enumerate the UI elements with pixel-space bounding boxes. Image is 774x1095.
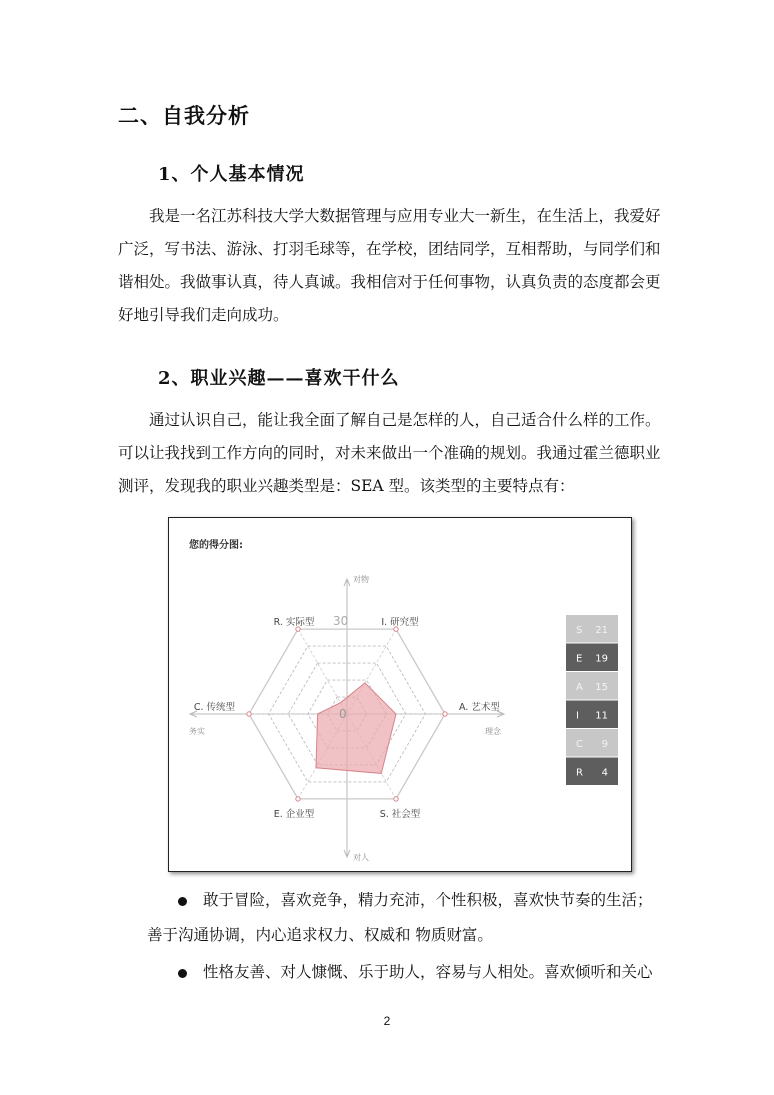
score-table-cell	[566, 672, 618, 700]
score-table-value: 4	[601, 767, 608, 779]
radar-axis-label: E. 企业型	[273, 809, 315, 820]
score-table-code: C	[576, 739, 583, 750]
radar-vertex-marker	[394, 797, 398, 801]
axis-label-right: 理念	[485, 727, 501, 736]
axis-label-bottom: 对人	[353, 853, 369, 862]
scale-label-max: 30	[333, 614, 349, 628]
bullet-dot-icon	[178, 969, 187, 978]
score-table-value: 19	[595, 653, 608, 665]
radar-axis-label: I. 研究型	[381, 617, 419, 628]
paragraph-line: 可以让我找到工作方向的同时，对未来做出一个准确的规划。我通过霍兰德职业	[118, 444, 661, 462]
radar-vertex-marker	[296, 797, 300, 801]
bullet-item	[178, 888, 653, 910]
paragraph-line: 谐相处。我做事认真，待人真诚。我相信对于任何事物，认真负责的态度都会更	[118, 273, 661, 291]
page-number: 2	[383, 1014, 391, 1028]
score-table-code: A	[576, 682, 583, 693]
radar-chart-svg	[169, 518, 631, 871]
score-table-cell	[566, 758, 618, 786]
chart-title: 您的得分图:	[189, 540, 243, 551]
bullet-text: 性格友善、对人慷慨、乐于助人，容易与人相处。喜欢倾听和关心	[203, 963, 653, 981]
subsection-title-basic-info: 1、个人基本情况	[158, 164, 305, 185]
score-table-cell	[566, 644, 618, 672]
radar-axis-label: C. 传统型	[193, 702, 235, 713]
score-table-value: 15	[595, 682, 608, 693]
paragraph-line: 通过认识自己，能让我全面了解自己是怎样的人，自己适合什么样的工作。	[149, 411, 661, 429]
bullet-dot-icon	[178, 897, 187, 906]
radar-vertex-marker	[443, 712, 447, 716]
axis-label-left: 务实	[189, 727, 205, 736]
holland-score-chart	[168, 517, 632, 872]
bullet-text: 敢于冒险，喜欢竞争，精力充沛，个性积极，喜欢快节奏的生活；	[203, 891, 653, 909]
score-table-code: E	[576, 653, 583, 665]
score-table-cell	[566, 615, 618, 643]
axis-label-top: 对物	[353, 575, 369, 584]
paragraph-line: 测评，发现我的职业兴趣类型是：SEA 型。该类型的主要特点有：	[118, 477, 575, 495]
bullet-continuation: 善于沟通协调，内心追求权力、权威和 物质财富。	[147, 926, 493, 944]
section-title: 二、自我分析	[118, 103, 250, 128]
radar-axis-label: R. 实际型	[273, 617, 315, 628]
score-table-code: R	[576, 767, 583, 779]
score-table-code: S	[576, 625, 583, 636]
score-table-cell	[566, 701, 618, 729]
radar-data-area	[316, 683, 396, 774]
score-table-code: I	[576, 710, 579, 722]
score-table-cell	[566, 729, 618, 757]
scale-label-min: 0	[339, 707, 347, 721]
score-table-value: 11	[595, 710, 608, 722]
score-table-value: 9	[601, 739, 608, 750]
paragraph-interest	[118, 404, 663, 503]
paragraph-line: 我是一名江苏科技大学大数据管理与应用专业大一新生，在生活上，我爱好	[149, 207, 661, 225]
radar-axis-label: S. 社会型	[379, 809, 421, 820]
paragraph-line: 好地引导我们走向成功。	[118, 306, 289, 324]
score-table-value: 21	[595, 625, 608, 636]
paragraph-line: 广泛，写书法、游泳、打羽毛球等，在学校，团结同学，互相帮助，与同学们和	[118, 240, 661, 258]
radar-axis-label: A. 艺术型	[459, 702, 500, 713]
radar-spoke	[298, 629, 347, 714]
subsection-title-interest: 2、职业兴趣——喜欢干什么	[158, 368, 400, 389]
paragraph-basic-info	[118, 200, 663, 332]
radar-vertex-marker	[247, 712, 251, 716]
bullet-item	[178, 960, 653, 982]
